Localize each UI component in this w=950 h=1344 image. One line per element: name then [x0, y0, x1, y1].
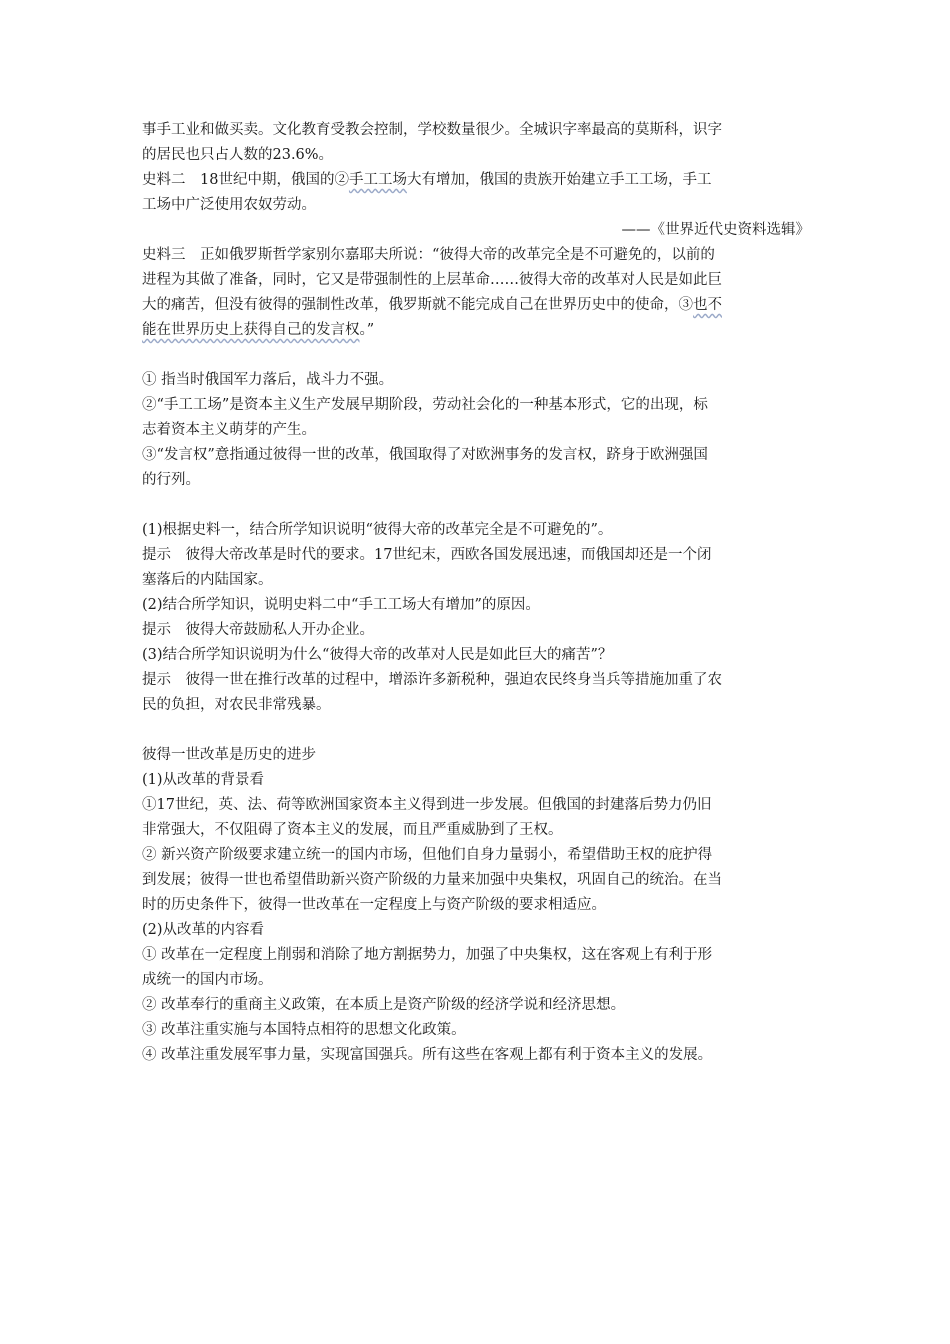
source-3-annotated-phrase-a: 也不 [693, 297, 722, 313]
source-3-line-2: 进程为其做了准备，同时，它又是带强制性的上层革命……彼得大帝的改革对人民是如此巨 [142, 272, 722, 288]
note-3-line-1: ③“发言权”意指通过彼得一世的改革，俄国取得了对欧洲事务的发言权，跻身于欧洲强国 [142, 447, 708, 463]
section-2-item-1-line-2: 成统一的国内市场。 [142, 972, 273, 988]
source-2-text-a: 史料二 18世纪中期，俄国的② [142, 172, 349, 188]
source-3-line-3 [142, 293, 810, 318]
note-3-line-2: 的行列。 [142, 472, 200, 488]
source-1-line-1: 事手工业和做买卖。文化教育受教会控制，学校数量很少。全城识字率最高的莫斯科，识字 [142, 122, 722, 138]
note-2-line-1: ②“手工工场”是资本主义生产发展早期阶段，劳动社会化的一种基本形式，它的出现，标 [142, 397, 708, 413]
source-2-line-1 [142, 168, 810, 193]
source-2-annotated-phrase: 手工工场 [348, 172, 407, 188]
section-1-item-2-line-2: 到发展；彼得一世也希望借助新兴资产阶级的力量来加强中央集权，巩固自己的统治。在当 [142, 872, 722, 888]
note-2-line-2: 志着资本主义萌芽的产生。 [142, 422, 316, 438]
section-2-item-2-line-1: ② 改革奉行的重商主义政策，在本质上是资产阶级的经济学说和经济思想。 [142, 997, 626, 1013]
section-1-item-1-line-1: ①17世纪，英、法、荷等欧洲国家资本主义得到进一步发展。但俄国的封建落后势力仍旧 [142, 797, 712, 813]
analysis-title: 彼得一世改革是历史的进步 [142, 747, 316, 763]
answer-2-line-1: 提示 彼得大帝鼓励私人开办企业。 [142, 622, 374, 638]
analysis-section-2-heading: (2)从改革的内容看 [142, 922, 265, 938]
answer-1-line-1: 提示 彼得大帝改革是时代的要求。17世纪末，西欧各国发展迅速，而俄国却还是一个闭 [142, 547, 712, 563]
source-2-line-2: 工场中广泛使用农奴劳动。 [142, 197, 316, 213]
source-3-text-a: 大的痛苦，但没有彼得的强制性改革，俄罗斯就不能完成自己在世界历史中的使命，③ [142, 297, 693, 313]
question-1: (1)根据史料一，结合所学知识说明“彼得大帝的改革完全是不可避免的”。 [142, 522, 613, 538]
analysis-section-1-heading: (1)从改革的背景看 [142, 772, 265, 788]
analysis-block [142, 743, 810, 1068]
question-3: (3)结合所学知识说明为什么“彼得大帝的改革对人民是如此巨大的痛苦”？ [142, 647, 613, 663]
source-3-text-b: 。” [359, 322, 375, 338]
section-2-item-3-line-1: ③ 改革注重实施与本国特点相符的思想文化政策。 [142, 1022, 466, 1038]
spacer [142, 493, 810, 518]
document-body [142, 118, 810, 1068]
source-2-text-b: 大有增加，俄国的贵族开始建立手工工场，手工 [406, 172, 712, 188]
answer-1-line-2: 塞落后的内陆国家。 [142, 572, 273, 588]
section-1-item-1-line-2: 非常强大，不仅阻碍了资本主义的发展，而且严重威胁到了王权。 [142, 822, 563, 838]
section-1-item-2-line-1: ② 新兴资产阶级要求建立统一的国内市场，但他们自身力量弱小，希望借助王权的庇护得 [142, 847, 713, 863]
source-3-annotated-phrase-b: 能在世界历史上获得自己的发言权 [142, 322, 360, 338]
source-1-line-2: 的居民也只占人数的23.6%。 [142, 147, 334, 163]
notes-block [142, 368, 810, 493]
spacer [142, 718, 810, 743]
note-1-line-1: ① 指当时俄国军力落后，战斗力不强。 [142, 372, 394, 388]
source-3-line-4 [142, 318, 810, 343]
section-2-item-4-line-1: ④ 改革注重发展军事力量，实现富国强兵。所有这些在客观上都有利于资本主义的发展。 [142, 1047, 713, 1063]
answer-3-line-1: 提示 彼得一世在推行改革的过程中，增添许多新税种，强迫农民终身当兵等措施加重了农 [142, 672, 722, 688]
answer-3-line-2: 民的负担，对农民非常残暴。 [142, 697, 331, 713]
section-2-item-1-line-1: ① 改革在一定程度上削弱和消除了地方割据势力，加强了中央集权，这在客观上有利于形 [142, 947, 713, 963]
question-2: (2)结合所学知识，说明史料二中“手工工场大有增加”的原因。 [142, 597, 540, 613]
spacer [142, 343, 810, 368]
source-2-citation: ——《世界近代史资料选辑》 [621, 222, 810, 238]
section-1-item-2-line-3: 时的历史条件下，彼得一世改革在一定程度上与资产阶级的要求相适应。 [142, 897, 606, 913]
source-3-line-1: 史料三 正如俄罗斯哲学家别尔嘉耶夫所说：“彼得大帝的改革完全是不可避免的，以前的 [142, 247, 715, 263]
questions-block [142, 518, 810, 718]
